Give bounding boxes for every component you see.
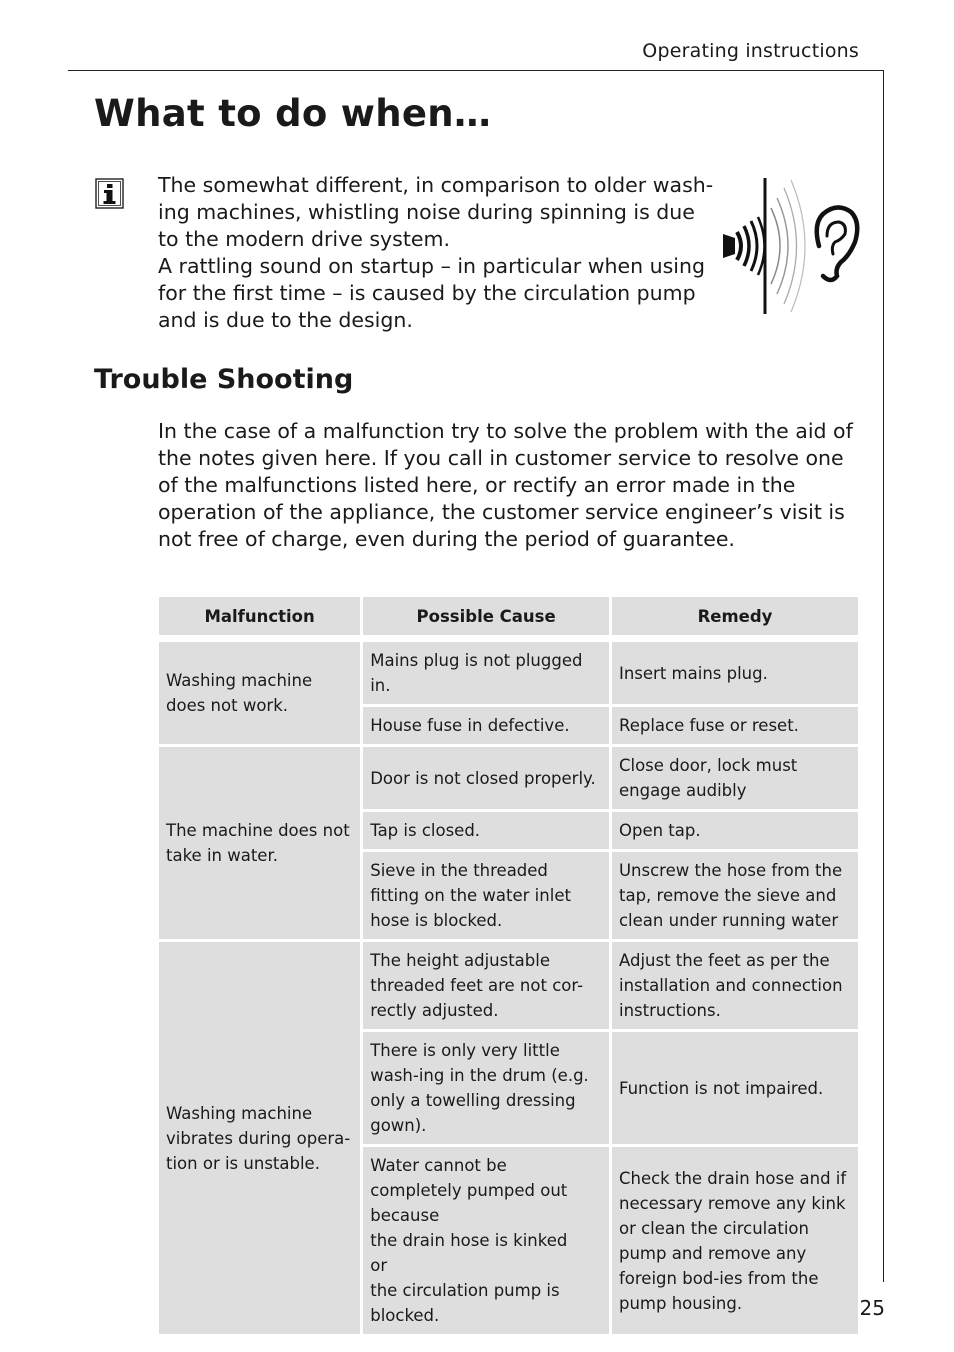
header-spacer bbox=[159, 638, 858, 639]
remedy-cell: Unscrew the hose from the tap, remove the sieve and clean under running water bbox=[612, 852, 858, 939]
info-icon bbox=[95, 178, 124, 209]
cause-cell: Mains plug is not plugged in. bbox=[363, 642, 609, 704]
sound-ear-icon bbox=[715, 176, 863, 316]
table-header-row bbox=[159, 597, 858, 635]
note-text bbox=[158, 172, 718, 334]
table-row bbox=[159, 942, 858, 1029]
remedy-cell: Replace fuse or reset. bbox=[612, 707, 858, 744]
remedy-cell: Check the drain hose and if necessary remove any kink or clean the circulation pump and remove any foreign bod-ies from the pump housing. bbox=[612, 1147, 858, 1334]
note-paragraph: A rattling sound on startup – in particular when using for the first time – is caused by the circulation pump and is due to the design. bbox=[158, 254, 706, 332]
cause-cell: Sieve in the threaded fitting on the water inlet hose is blocked. bbox=[363, 852, 609, 939]
remedy-cell: Adjust the feet as per the installation and connection instructions. bbox=[612, 942, 858, 1029]
column-header-malfunction: Malfunction bbox=[159, 597, 360, 635]
malfunction-cell: Washing machine does not work. bbox=[159, 642, 360, 744]
cause-cell: Tap is closed. bbox=[363, 812, 609, 849]
cause-cell: Door is not closed properly. bbox=[363, 747, 609, 809]
cause-cell: Water cannot be completely pumped out because the drain hose is kinked or the circulation pump is blocked. bbox=[363, 1147, 609, 1334]
cause-cell: The height adjustable threaded feet are not cor-rectly adjusted. bbox=[363, 942, 609, 1029]
table-row bbox=[159, 642, 858, 704]
remedy-cell: Insert mains plug. bbox=[612, 642, 858, 704]
intro-paragraph: In the case of a malfunction try to solve the problem with the aid of the notes given here. If you call in customer service to resolve one of the malfunctions listed here, or rectify an error made in the operation of the appliance, the customer service engineer’s visit is not free of charge, even during the period of guarantee. bbox=[158, 419, 853, 551]
cause-cell: House fuse in defective. bbox=[363, 707, 609, 744]
remedy-cell: Open tap. bbox=[612, 812, 858, 849]
header-rule bbox=[68, 70, 884, 71]
section-heading: Trouble Shooting bbox=[94, 364, 354, 395]
troubleshooting-table bbox=[156, 594, 861, 1337]
remedy-cell: Function is not impaired. bbox=[612, 1032, 858, 1144]
table-row bbox=[159, 747, 858, 809]
malfunction-cell: Washing machine vibrates during opera-tion or is unstable. bbox=[159, 942, 360, 1334]
column-header-remedy: Remedy bbox=[612, 597, 858, 635]
column-header-cause: Possible Cause bbox=[363, 597, 609, 635]
page-title: What to do when… bbox=[94, 92, 492, 135]
page-number: 25 bbox=[859, 1296, 885, 1320]
remedy-cell: Close door, lock must engage audibly bbox=[612, 747, 858, 809]
malfunction-cell: The machine does not take in water. bbox=[159, 747, 360, 939]
running-header: Operating instructions bbox=[642, 40, 859, 62]
note-paragraph: The somewhat different, in comparison to older wash-ing machines, whistling noise during spinning is due to the modern drive system. bbox=[158, 173, 714, 251]
margin-rule bbox=[883, 70, 884, 1282]
cause-cell: There is only very little wash-ing in the drum (e.g. only a towelling dressing gown). bbox=[363, 1032, 609, 1144]
